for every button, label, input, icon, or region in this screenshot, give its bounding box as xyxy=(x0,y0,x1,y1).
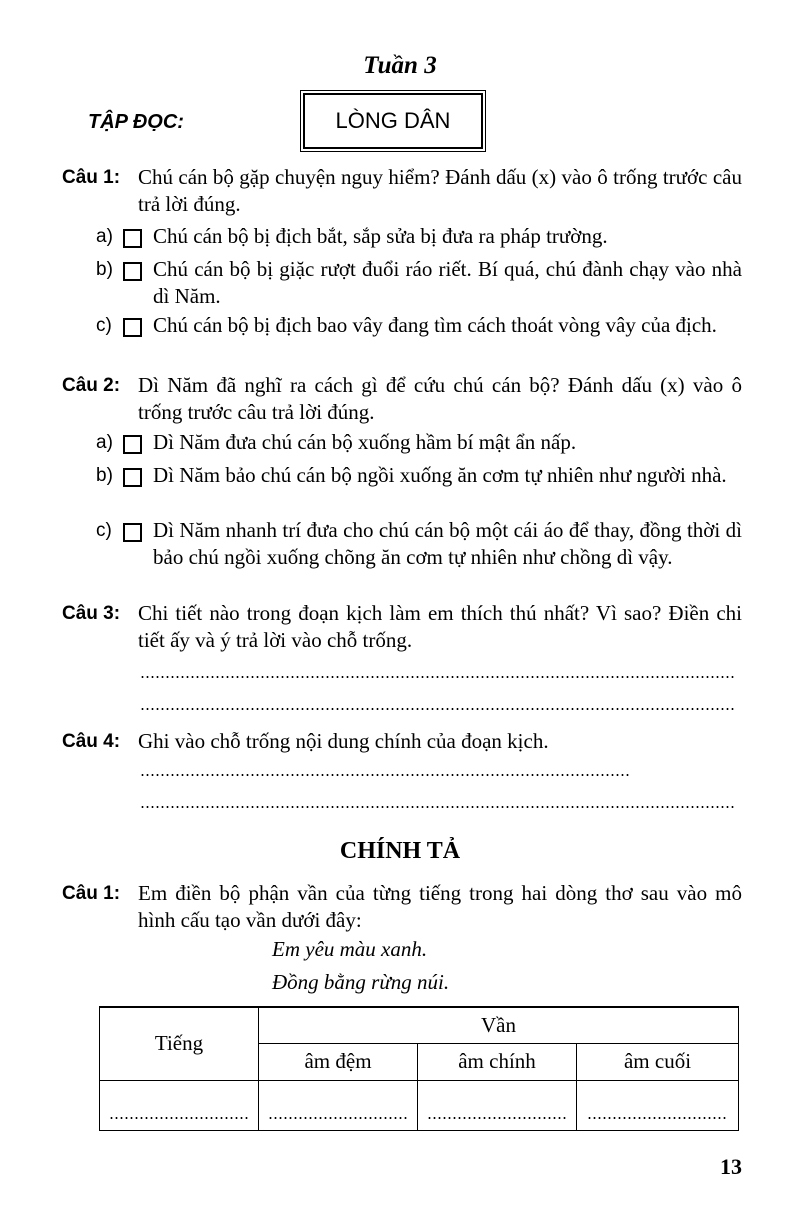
answer-checkbox[interactable] xyxy=(123,262,142,281)
question-4 xyxy=(62,728,742,755)
question-2 xyxy=(62,372,742,426)
dotted-fill-line xyxy=(109,1117,248,1119)
question-1 xyxy=(62,164,742,218)
q2-option-a xyxy=(96,429,742,456)
answer-checkbox[interactable] xyxy=(123,468,142,487)
poem-line-1: Em yêu màu xanh. xyxy=(272,937,428,961)
dotted-fill-line xyxy=(268,1117,407,1119)
section-label-reading: TẬP ĐỌC: xyxy=(88,111,184,133)
q1-option-c xyxy=(96,312,742,339)
rhyme-structure-table xyxy=(99,1006,739,1131)
question-number: Câu 4: xyxy=(62,731,121,752)
answer-checkbox[interactable] xyxy=(123,229,142,248)
answer-line[interactable] xyxy=(140,676,734,678)
header-onglide: âm đệm xyxy=(259,1043,418,1080)
answer-checkbox[interactable] xyxy=(123,318,142,337)
option-label: c) xyxy=(96,520,112,541)
dotted-fill-line xyxy=(427,1117,566,1119)
question-number: Câu 2: xyxy=(62,375,121,396)
option-text: Chú cán bộ bị địch bao vây đang tìm cách thoát vòng vây của địch. xyxy=(153,313,717,337)
answer-line[interactable] xyxy=(140,774,630,776)
option-label: a) xyxy=(96,226,113,247)
poem-line-2: Đồng bằng rừng núi. xyxy=(272,970,450,994)
question-text: Em điền bộ phận vần của từng tiếng trong hai dòng thơ sau vào mô hình cấu tạo vần dưới đây: xyxy=(138,881,742,932)
question-text: Dì Năm đã nghĩ ra cách gì để cứu chú cán bộ? Đánh dấu (x) vào ô trống trước câu trả lời đúng. xyxy=(138,373,742,424)
option-label: b) xyxy=(96,465,113,486)
q1-option-a xyxy=(96,223,742,250)
week-title: Tuần 3 xyxy=(363,52,437,79)
option-text: Dì Năm bảo chú cán bộ ngồi xuống ăn cơm tự nhiên như người nhà. xyxy=(153,463,727,487)
answer-cell-word[interactable] xyxy=(100,1080,259,1130)
question-number: Câu 1: xyxy=(62,883,121,904)
answer-cell-final-sound[interactable] xyxy=(577,1080,739,1130)
question-text: Ghi vào chỗ trống nội dung chính của đoạn kịch. xyxy=(138,729,549,753)
answer-cell-main-vowel[interactable] xyxy=(418,1080,577,1130)
answer-checkbox[interactable] xyxy=(123,435,142,454)
option-label: a) xyxy=(96,432,113,453)
q1-option-b xyxy=(96,256,742,310)
spelling-question-1 xyxy=(62,880,742,934)
option-label: c) xyxy=(96,315,112,336)
page-number: 13 xyxy=(720,1154,742,1179)
option-text: Chú cán bộ bị địch bắt, sắp sửa bị đưa ra pháp trường. xyxy=(153,224,608,248)
header-main-vowel: âm chính xyxy=(418,1043,577,1080)
option-text: Dì Năm nhanh trí đưa cho chú cán bộ một cái áo để thay, đồng thời dì bảo chú ngồi xuống chõng ăn cơm tự nhiên như chồng dì vậy. xyxy=(153,518,742,569)
question-3 xyxy=(62,600,742,654)
question-number: Câu 3: xyxy=(62,603,121,624)
question-number: Câu 1: xyxy=(62,167,121,188)
q2-option-b xyxy=(96,462,742,489)
lesson-title-box xyxy=(303,93,483,149)
dotted-fill-line xyxy=(587,1117,729,1119)
header-rhyme: Vần xyxy=(259,1007,739,1043)
q2-option-c xyxy=(96,517,742,571)
section-heading-spelling: CHÍNH TẢ xyxy=(339,838,461,864)
question-text: Chi tiết nào trong đoạn kịch làm em thích thú nhất? Vì sao? Điền chi tiết ấy và ý trả lời vào chỗ trống. xyxy=(138,601,742,652)
answer-cell-onglide[interactable] xyxy=(259,1080,418,1130)
answer-line[interactable] xyxy=(140,708,734,710)
answer-line[interactable] xyxy=(140,806,734,808)
option-text: Chú cán bộ bị giặc rượt đuổi ráo riết. Bí quá, chú đành chạy vào nhà dì Năm. xyxy=(153,257,742,308)
header-word: Tiếng xyxy=(100,1007,259,1080)
option-text: Dì Năm đưa chú cán bộ xuống hầm bí mật ẩn nấp. xyxy=(153,430,577,454)
header-final-sound: âm cuối xyxy=(577,1043,739,1080)
question-text: Chú cán bộ gặp chuyện nguy hiểm? Đánh dấu (x) vào ô trống trước câu trả lời đúng. xyxy=(138,165,742,216)
option-label: b) xyxy=(96,259,113,280)
answer-checkbox[interactable] xyxy=(123,523,142,542)
lesson-title: LÒNG DÂN xyxy=(335,108,451,133)
